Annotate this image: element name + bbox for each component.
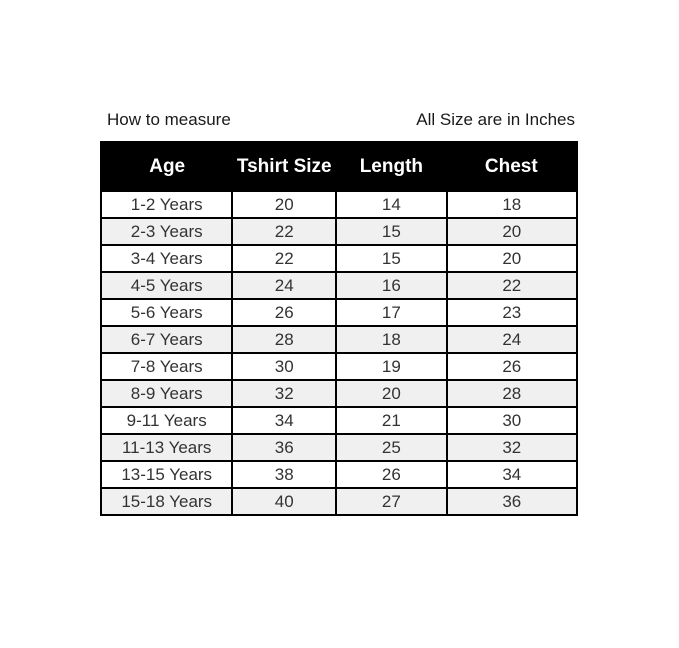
table-cell: 16 [336,272,446,299]
table-cell: 19 [336,353,446,380]
table-cell: 4-5 Years [101,272,232,299]
table-cell: 25 [336,434,446,461]
table-cell: 15-18 Years [101,488,232,515]
table-cell: 36 [232,434,336,461]
table-cell: 26 [447,353,577,380]
table-row [101,272,577,299]
table-cell: 28 [447,380,577,407]
table-row [101,353,577,380]
table-cell: 22 [447,272,577,299]
table-cell: 20 [232,191,336,218]
table-cell: 40 [232,488,336,515]
table-cell: 6-7 Years [101,326,232,353]
table-cell: 15 [336,245,446,272]
table-cell: 18 [447,191,577,218]
table-cell: 8-9 Years [101,380,232,407]
table-cell: 34 [447,461,577,488]
units-label: All Size are in Inches [416,110,575,129]
table-cell: 26 [232,299,336,326]
table-row [101,407,577,434]
header-row [101,142,577,191]
table-row [101,245,577,272]
table-cell: 22 [232,245,336,272]
size-table-header [101,142,577,191]
table-row [101,488,577,515]
table-cell: 32 [447,434,577,461]
table-cell: 7-8 Years [101,353,232,380]
table-cell: 9-11 Years [101,407,232,434]
table-cell: 11-13 Years [101,434,232,461]
table-cell: 3-4 Years [101,245,232,272]
table-cell: 24 [447,326,577,353]
table-cell: 26 [336,461,446,488]
size-table-body [101,191,577,515]
table-cell: 34 [232,407,336,434]
table-cell: 28 [232,326,336,353]
table-cell: 20 [447,245,577,272]
table-cell: 17 [336,299,446,326]
table-cell: 14 [336,191,446,218]
column-header-age: Age [101,142,232,191]
column-header-chest: Chest [447,142,577,191]
column-header-tshirt-size: Tshirt Size [232,142,336,191]
table-row [101,218,577,245]
table-cell: 24 [232,272,336,299]
table-row [101,380,577,407]
table-row [101,461,577,488]
table-cell: 22 [232,218,336,245]
table-cell: 32 [232,380,336,407]
caption-row [100,110,578,130]
table-cell: 30 [232,353,336,380]
table-row [101,191,577,218]
table-row [101,299,577,326]
table-cell: 13-15 Years [101,461,232,488]
table-cell: 20 [336,380,446,407]
table-cell: 36 [447,488,577,515]
table-cell: 2-3 Years [101,218,232,245]
table-cell: 5-6 Years [101,299,232,326]
table-cell: 15 [336,218,446,245]
table-row [101,434,577,461]
size-table [100,141,578,516]
table-cell: 18 [336,326,446,353]
column-header-length: Length [336,142,446,191]
table-cell: 30 [447,407,577,434]
table-cell: 21 [336,407,446,434]
table-cell: 20 [447,218,577,245]
table-cell: 38 [232,461,336,488]
how-to-measure-label: How to measure [107,110,231,129]
table-cell: 23 [447,299,577,326]
table-cell: 27 [336,488,446,515]
table-row [101,326,577,353]
table-cell: 1-2 Years [101,191,232,218]
